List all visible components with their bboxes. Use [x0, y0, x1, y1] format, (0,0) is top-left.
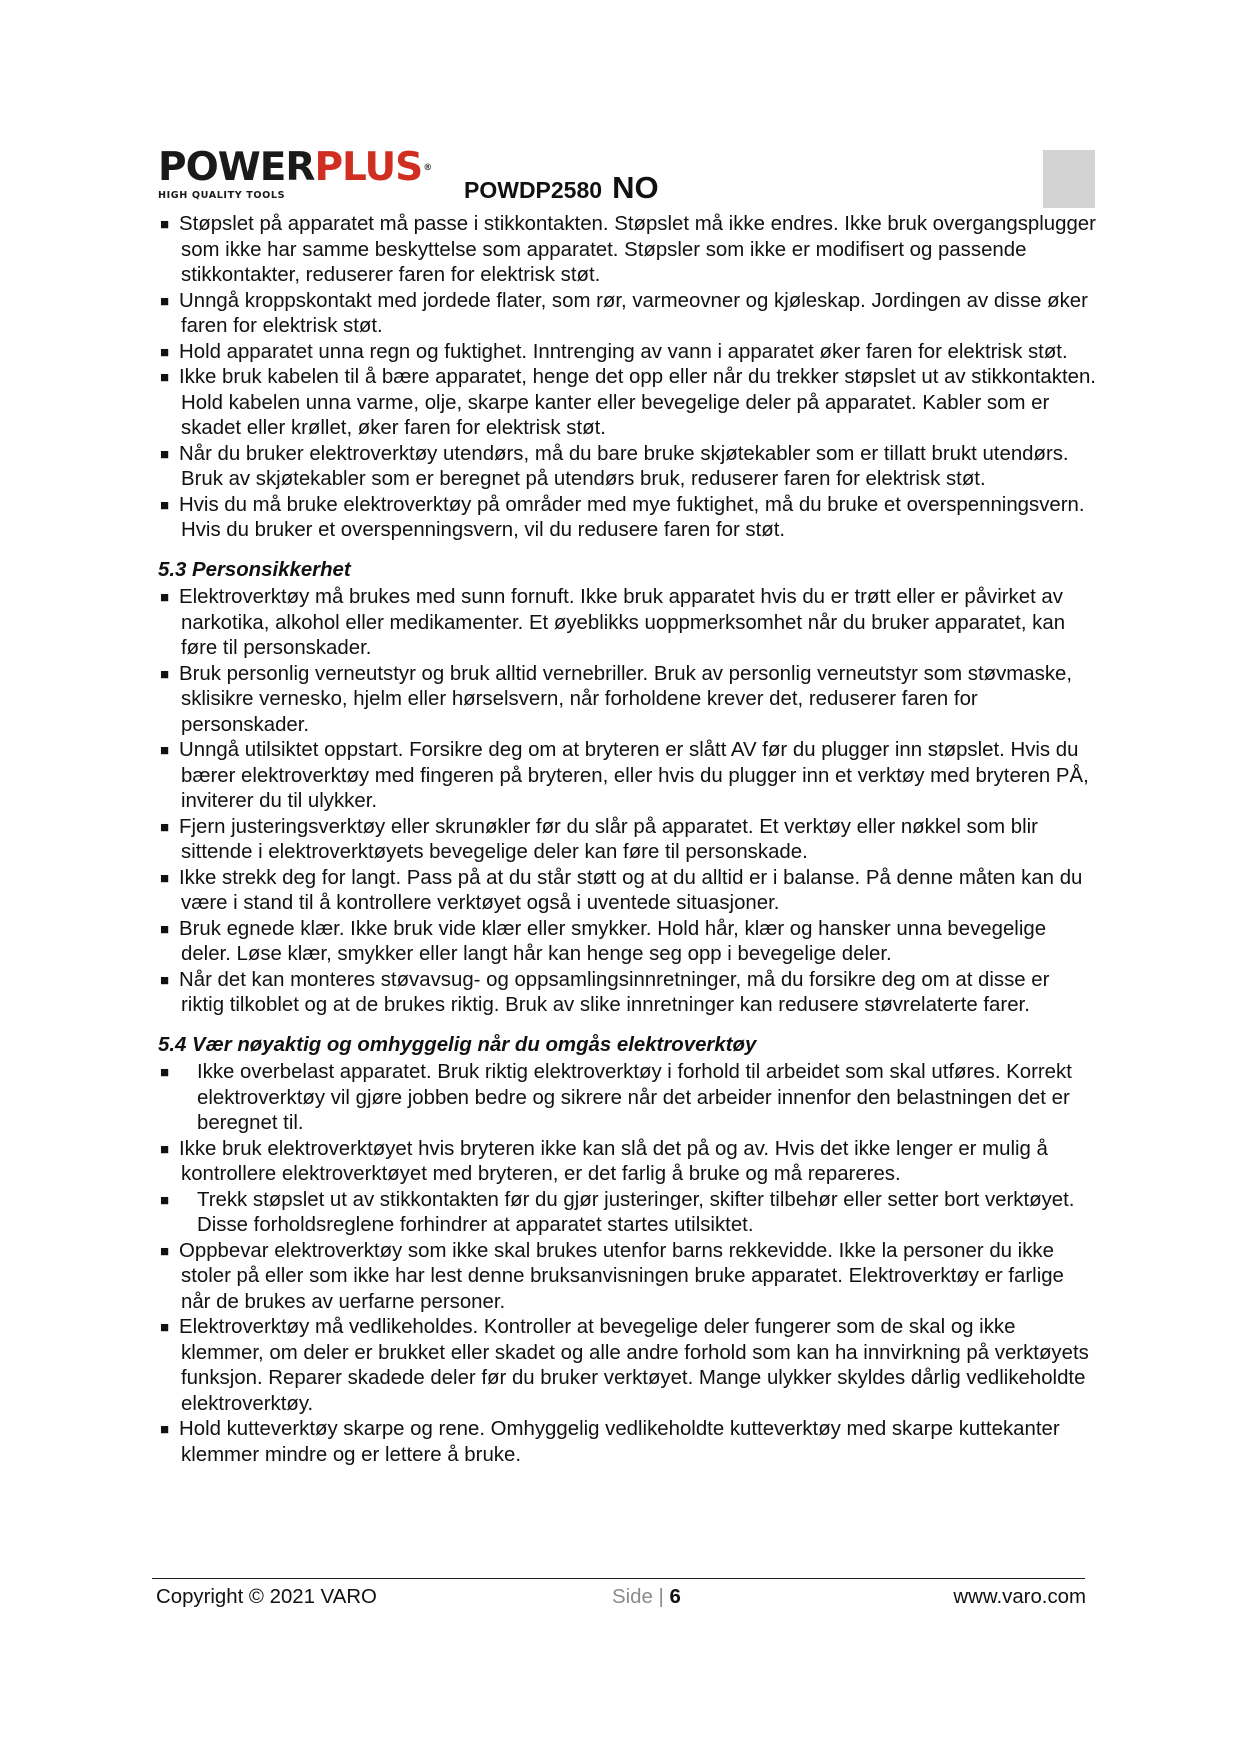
list-item-text: Elektroverktøy må vedlikeholdes. Kontroller at bevegelige deler fungerer som de skal og ikke klemmer, om deler er brukket eller skadet og alle andre forhold som kan ha innvirkning på verktøyets funksjon. Reparer skadede deler før du bruker verktøyet. Mange ulykker skyldes dårlig vedlikeholdte elektroverktøy.	[179, 1316, 1089, 1415]
bullet-icon: ■	[160, 1421, 170, 1438]
list-item	[158, 212, 1098, 289]
list-item-text: Fjern justeringsverktøy eller skrunøkler før du slår på apparatet. Et verktøy eller nøkkel som blir sittende i elektroverktøyets bevegelige deler kan føre til personskade.	[179, 815, 1038, 863]
page-label: Side |	[612, 1586, 664, 1608]
personal-safety-list	[158, 585, 1098, 1019]
bullet-icon: ■	[160, 665, 170, 683]
bullet-icon: ■	[160, 216, 170, 233]
bullet-icon: ■	[160, 445, 170, 463]
list-item	[158, 1188, 1098, 1239]
bullet-icon: ■	[160, 920, 170, 938]
page-number	[612, 1584, 681, 1610]
list-item-text: Støpslet på apparatet må passe i stikkontakten. Støpslet må ikke endres. Ikke bruk overgangsplugger som ikke har samme beskyttelse som apparatet. Støpsler som ikke er modifisert og passende stikkontakter, reduserer faren for elektrisk støt.	[179, 213, 1096, 286]
bullet-icon: ■	[160, 1319, 170, 1336]
bullet-icon: ■	[160, 869, 170, 887]
list-item	[158, 866, 1098, 917]
list-item-text: Elektroverktøy må brukes med sunn fornuft. Ikke bruk apparatet hvis du er trøtt eller er påvirket av narkotika, alkohol eller medikamenter. Et øyeblikks uoppmerksomhet når du bruker apparatet, kan føre til personskader.	[179, 586, 1066, 659]
list-item-text: Ikke bruk elektroverktøyet hvis bryteren ikke kan slå det på og av. Hvis det ikke lenger er mulig å kontrollere elektroverktøyet med bryteren, er det farlig å bruke og må repareres.	[179, 1137, 1048, 1185]
logo-power: POWER	[158, 145, 315, 190]
list-item-text: Hold kutteverktøy skarpe og rene. Omhyggelig vedlikeholdte kutteverktøy med skarpe kuttekanter klemmer mindre og er lettere å bruke.	[179, 1418, 1060, 1466]
list-item-text: Bruk personlig verneutstyr og bruk alltid vernebriller. Bruk av personlig verneutstyr som støvmaske, sklisikre vernesko, hjelm eller hørselsvern, når forholdene krever det, reduserer faren for personskader.	[179, 662, 1073, 736]
bullet-icon: ■	[160, 369, 170, 386]
list-item-text: Trekk støpslet ut av stikkontakten før du gjør justeringer, skifter tilbehør eller setter bort verktøyet. Disse forholdsreglene forhindrer at apparatet startes utilsiktet.	[197, 1188, 1075, 1236]
list-item-text: Hvis du må bruke elektroverktøy på områder med mye fuktighet, må du bruke et overspenningsvern. Hvis du bruker et overspenningsvern, vil du redusere faren for støt.	[179, 493, 1085, 541]
bullet-icon: ■	[160, 1191, 170, 1209]
list-item	[158, 917, 1098, 968]
bullet-icon: ■	[160, 292, 170, 310]
tool-care-list	[158, 1060, 1098, 1468]
list-item	[158, 968, 1098, 1019]
section-heading-5-3: 5.3 Personsikkerhet	[158, 558, 351, 581]
electrical-safety-list	[158, 212, 1098, 544]
list-item-text: Når du bruker elektroverktøy utendørs, må du bare bruke skjøtekabler som er tillatt brukt utendørs. Bruk av skjøtekabler som er beregnet på utendørs bruk, reduserer faren for elektrisk støt.	[179, 442, 1069, 490]
powerplus-logo	[158, 145, 448, 204]
list-item-text: Bruk egnede klær. Ikke bruk vide klær eller smykker. Hold hår, klær og hansker unna bevegelige deler. Løse klær, smykker eller langt hår kan henge seg opp i bevegelige deler.	[179, 917, 1047, 965]
bullet-icon: ■	[160, 343, 170, 361]
logo-wordmark	[158, 145, 448, 190]
bullet-icon: ■	[160, 589, 170, 606]
corner-tab-marker	[1043, 150, 1095, 208]
logo-plus: PLUS	[314, 145, 423, 190]
footer-divider	[152, 1578, 1085, 1579]
list-item	[158, 1239, 1098, 1316]
list-item	[158, 1315, 1098, 1417]
copyright-notice: Copyright © 2021 VARO	[156, 1586, 377, 1608]
list-item	[158, 738, 1098, 815]
page-number-value: 6	[669, 1586, 681, 1608]
bullet-icon: ■	[160, 1064, 170, 1081]
bullet-icon: ■	[160, 818, 170, 836]
bullet-icon: ■	[160, 1242, 170, 1260]
list-item-text: Unngå kroppskontakt med jordede flater, som rør, varmeovner og kjøleskap. Jordingen av disse øker faren for elektrisk støt.	[179, 289, 1088, 337]
section-heading-5-4: 5.4 Vær nøyaktig og omhyggelig når du omgås elektroverktøy	[158, 1033, 757, 1056]
list-item	[158, 1417, 1098, 1468]
list-item-text: Unngå utilsiktet oppstart. Forsikre deg om at bryteren er slått AV før du plugger inn støpslet. Hvis du bærer elektroverktøy med fingeren på bryteren, eller hvis du plugger inn et verktøy med bryteren PÅ, inviterer du til ulykker.	[179, 739, 1089, 812]
list-item	[158, 1137, 1098, 1188]
list-item	[158, 365, 1098, 442]
bullet-icon: ■	[160, 742, 170, 759]
list-item	[158, 585, 1098, 662]
list-item	[158, 815, 1098, 866]
bullet-icon: ■	[160, 971, 170, 989]
list-item	[158, 442, 1098, 493]
list-item-text: Oppbevar elektroverktøy som ikke skal brukes utenfor barns rekkevidde. Ikke la personer du ikke stoler på eller som ikke har lest denne bruksanvisningen bruke apparatet. Elektroverktøy er farlige når de brukes av uerfarne personer.	[179, 1239, 1064, 1313]
list-item	[158, 493, 1098, 544]
list-item-text: Ikke overbelast apparatet. Bruk riktig elektroverktøy i forhold til arbeidet som skal utføres. Korrekt elektroverktøy vil gjøre jobben bedre og sikrere når det arbeider innenfor den belastningen det er beregnet til.	[197, 1061, 1072, 1134]
list-item	[158, 289, 1098, 340]
list-item-text: Ikke bruk kabelen til å bære apparatet, henge det opp eller når du trekker støpslet ut av stikkontakten. Hold kabelen unna varme, olje, skarpe kanter eller bevegelige deler på apparatet. Kabler som er skadet eller krøllet, øker faren for elektrisk støt.	[179, 366, 1096, 439]
bullet-icon: ■	[160, 1140, 170, 1158]
list-item-text: Hold apparatet unna regn og fuktighet. Inntrenging av vann i apparatet øker faren for elektrisk støt.	[179, 340, 1068, 363]
website-link[interactable]: www.varo.com	[953, 1586, 1086, 1608]
list-item-text: Ikke strekk deg for langt. Pass på at du står støtt og at du alltid er i balanse. På denne måten kan du være i stand til å kontrollere verktøyet også i uventede situasjoner.	[179, 866, 1083, 914]
language-code: NO	[612, 170, 659, 205]
list-item	[158, 340, 1098, 366]
model-number: POWDP2580	[464, 177, 603, 203]
logo-tagline: HIGH QUALITY TOOLS	[158, 190, 286, 201]
page-header	[158, 145, 1098, 210]
logo-registered-mark: ®	[423, 163, 432, 173]
list-item-text: Når det kan monteres støvavsug- og oppsamlingsinnretninger, må du forsikre deg om at disse er riktig tilkoblet og at de brukes riktig. Bruk av slike innretninger kan redusere støvrelaterte farer.	[179, 968, 1050, 1016]
page-content	[158, 212, 1098, 1468]
list-item	[158, 662, 1098, 739]
bullet-icon: ■	[160, 496, 170, 514]
list-item	[158, 1060, 1098, 1137]
model-title	[464, 170, 659, 206]
